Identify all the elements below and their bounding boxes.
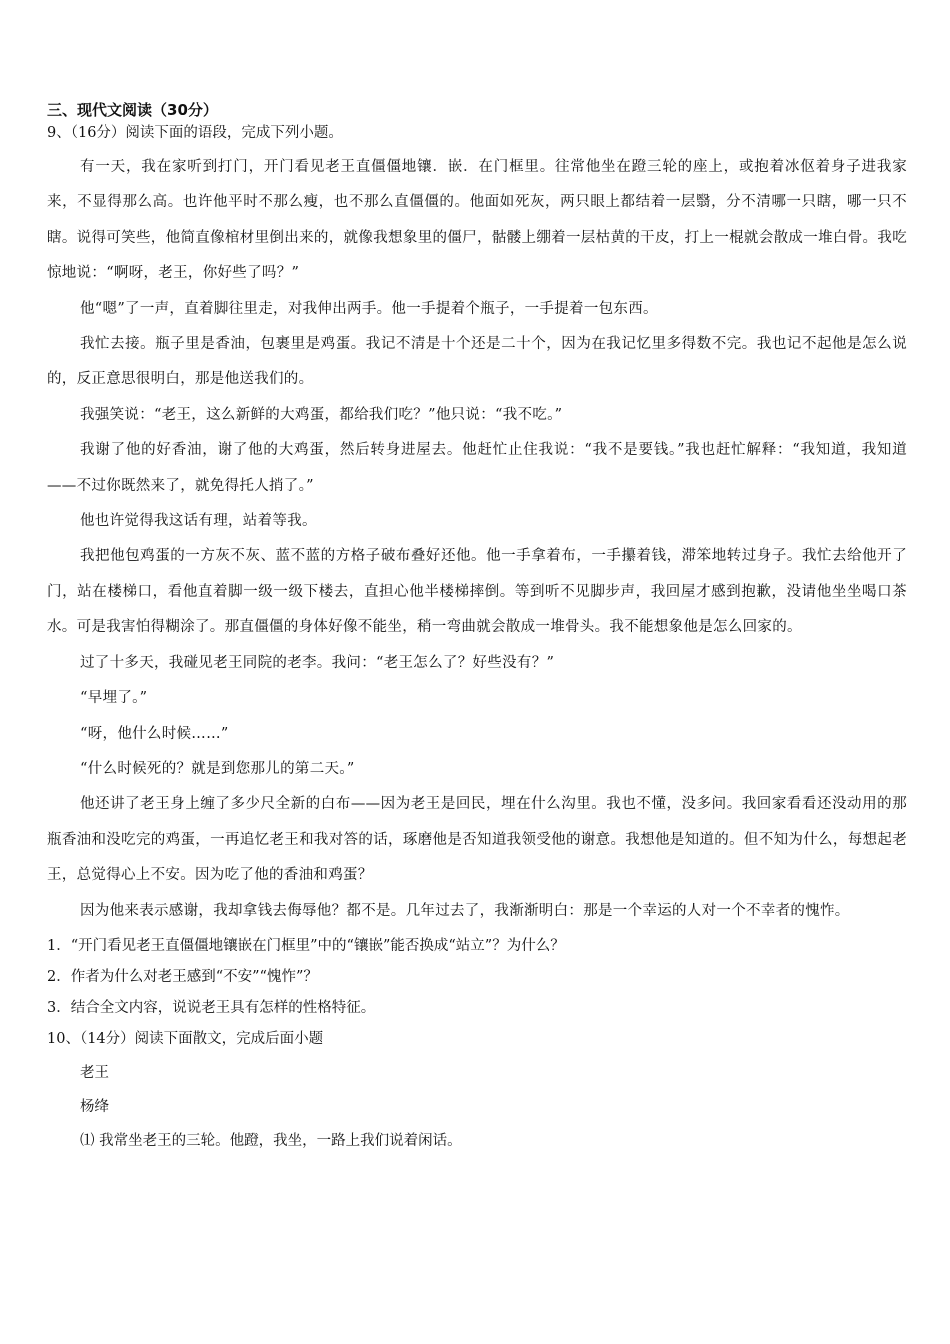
passage-paragraph: 我谢了他的好香油，谢了他的大鸡蛋，然后转身进屋去。他赶忙止住我说：“我不是要钱。”我也赶忙解释：“我知道，我知道——不过你既然来了，就免得托人捎了。” [47,442,907,494]
passage-paragraph: 过了十多天，我碰见老王同院的老李。我问：“老王怎么了？好些没有？” [80,654,555,671]
passage-paragraph: 有一天，我在家听到打门，开门看见老王直僵僵地镶．嵌．在门框里。往常他坐在蹬三轮的座上，或抱着冰伛着身子进我家来，不显得那么高。也许他平时不那么瘦，也不那么直僵僵的。他面如死灰，两只眼上都结着一层翳，分不清哪一只瞎，哪一只不瞎。说得可笑些，他简直像棺材里倒出来的，就像我想象里的僵尸，骷髅上绷着一层枯黄的干皮，打上一棍就会散成一堆白骨。我吃惊地说：“啊呀，老王，你好些了吗？” [47,159,907,282]
passage-paragraph: 我把他包鸡蛋的一方灰不灰、蓝不蓝的方格子破布叠好还他。他一手拿着布，一手攥着钱，滞笨地转过身子。我忙去给他开了门，站在楼梯口，看他直着脚一级一级下楼去，直担心他半楼梯摔倒。等到听不见脚步声，我回屋才感到抱歉，没请他坐坐喝口茶水。可是我害怕得糊涂了。那直僵僵的身体好像不能坐，稍一弯曲就会散成一堆骨头。我不能想象他是怎么回家的。 [47,548,907,636]
passage-paragraph: 他还讲了老王身上缠了多少尺全新的白布——因为老王是回民，埋在什么沟里。我也不懂，没多问。我回家看看还没动用的那瓶香油和没吃完的鸡蛋，一再追忆老王和我对答的话，琢磨他是否知道我领受他的谢意。我想他是知道的。但不知为什么，每想起老王，总觉得心上不安。因为吃了他的香油和鸡蛋？ [47,796,907,884]
passage-paragraph: 我忙去接。瓶子里是香油，包裹里是鸡蛋。我记不清是十个还是二十个，因为在我记忆里多得数不完。我也记不起他是怎么说的，反正意思很明白，那是他送我们的。 [47,336,907,388]
question-item: 3．结合全文内容，说说老王具有怎样的性格特征。 [47,999,376,1016]
passage-paragraph: “呀，他什么时候……” [80,725,229,742]
section-title: 三、现代文阅读（30分） [47,101,218,119]
essay-author: 杨绛 [80,1098,109,1115]
passage-paragraph: “什么时候死的？就是到您那儿的第二天。” [80,760,355,777]
document-page [47,100,907,1158]
question-9-heading: 9、（16分）阅读下面的语段，完成下列小题。 [47,125,343,141]
passage-paragraph: 他“嗯”了一声，直着脚往里走，对我伸出两手。他一手提着个瓶子，一手提着一包东西。 [80,300,658,317]
passage-paragraph: 我强笑说：“老王，这么新鲜的大鸡蛋，都给我们吃？”他只说：“我不吃。” [80,406,563,423]
essay-title: 老王 [80,1064,109,1081]
passage-paragraph: 他也许觉得我这话有理，站着等我。 [80,513,317,530]
question-10-heading: 10、（14分）阅读下面散文，完成后面小题 [47,1030,324,1047]
passage-paragraph: 因为他来表示感谢，我却拿钱去侮辱他？都不是。几年过去了，我渐渐明白：那是一个幸运的人对一个不幸者的愧怍。 [80,902,850,919]
question-item: 2．作者为什么对老王感到“不安”“愧怍”？ [47,968,318,985]
passage-paragraph: “早埋了。” [80,690,148,707]
essay-first-line: ⑴ 我常坐老王的三轮。他蹬，我坐，一路上我们说着闲话。 [80,1132,462,1149]
question-item: 1．“开门看见老王直僵僵地镶嵌在门框里”中的“镶嵌”能否换成“站立”？为什么？ [47,937,565,954]
passage [47,150,907,929]
question-list [47,932,907,1022]
